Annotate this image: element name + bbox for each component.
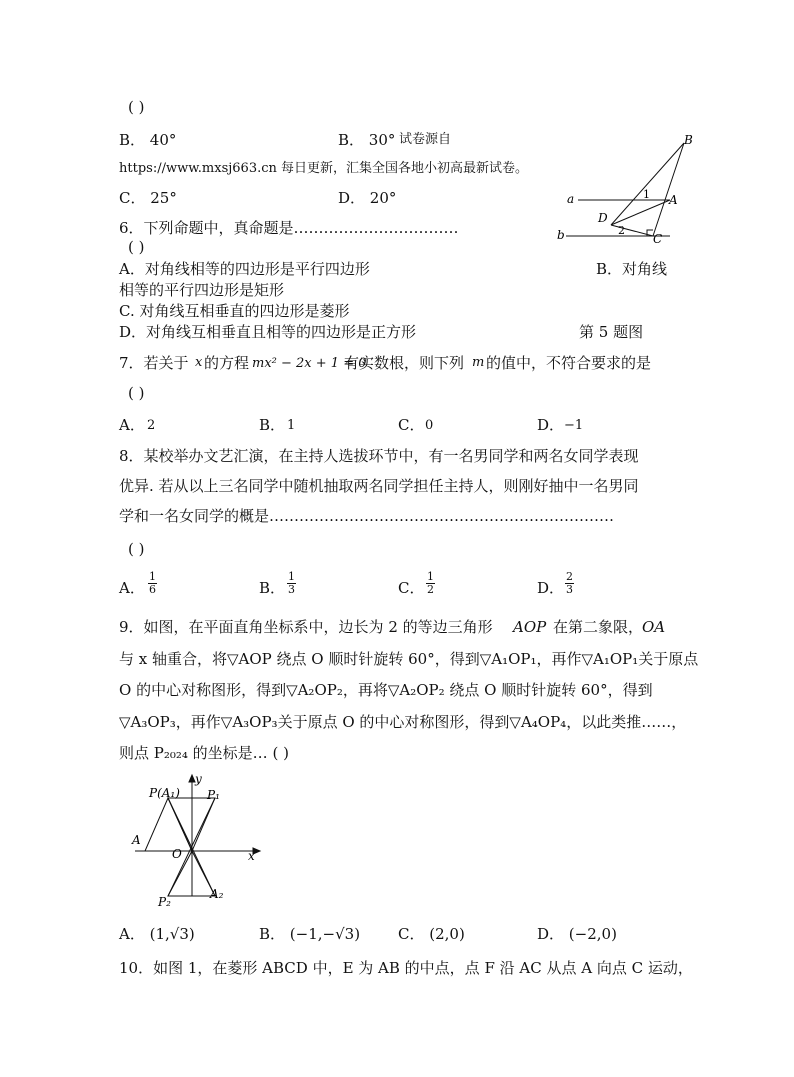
q9-line-1c: 在第二象限，: [553, 618, 644, 636]
q7-stem-b: 的方程: [204, 354, 250, 372]
label-O: O: [172, 847, 182, 861]
q6-option-d: D．对角线互相垂直且相等的四边形是正方形: [119, 323, 417, 341]
fraction-denominator: 2: [427, 583, 434, 596]
q7-stem-d: 的值中，不符合要求的是: [486, 354, 652, 372]
q9-option-a: A． (1,√3): [119, 925, 195, 943]
label-A: A: [132, 833, 141, 847]
label-P2: P₂: [158, 895, 171, 908]
q5-option-c: C． 25°: [119, 189, 177, 207]
label-x: x: [248, 849, 255, 863]
q8-answer-paren: ( ): [128, 540, 145, 558]
q5-option-d: D． 20°: [338, 189, 397, 207]
q7-stem-c: 有实数根，则下列: [344, 354, 465, 372]
q8-option-a-label: A．: [119, 579, 145, 597]
q7-option-a-label: A．: [119, 416, 145, 434]
q8-line-3: 学和一名女同学的概是……………………………………………………………: [119, 507, 615, 525]
q10-line-1: 10．如图 1，在菱形 ABCD 中，E 为 AB 的中点，点 F 沿 AC 从点 A 向点 C 运动，: [119, 959, 693, 977]
label-A2: A₂: [210, 887, 224, 901]
fraction-denominator: 3: [288, 583, 295, 596]
q8-option-b-fraction: [287, 571, 296, 596]
q7-var-m: m: [472, 355, 485, 370]
q7-option-c-label: C．: [398, 416, 425, 434]
q9-option-c: C． (2,0): [398, 925, 465, 943]
q7-var-x: x: [195, 355, 203, 370]
q7-option-d-label: D．: [537, 416, 565, 434]
q7-option-a-value: 2: [147, 418, 156, 433]
q9-line-4: ▽A₃OP₃，再作▽A₃OP₃关于原点 O 的中心对称图形，得到▽A₄OP₄，以此类推……，: [119, 713, 687, 731]
q5-figure: [550, 130, 700, 250]
q7-equation: mx² − 2x + 1 = 0: [252, 356, 367, 371]
q5-option-b: B． 30°: [338, 131, 396, 149]
q8-line-1: 8．某校举办文艺汇演，在主持人选拔环节中，有一名男同学和两名女同学表现: [119, 447, 639, 465]
q6-option-b-head: B．对角线: [596, 260, 668, 278]
triangle-AOP: [145, 798, 192, 851]
q9-option-d: D． (−2,0): [537, 925, 617, 943]
q5-option-a: B． 40°: [119, 131, 177, 149]
segment-bc: [653, 143, 684, 236]
q9-option-b: B． (−1,−√3): [259, 925, 361, 943]
fraction-numerator: 1: [149, 570, 156, 583]
segment-bd: [611, 143, 684, 225]
fraction-numerator: 1: [427, 570, 434, 583]
label-B: B: [684, 133, 693, 147]
q9-line-5: 则点 P₂₀₂₄ 的坐标是… ( ): [119, 744, 289, 762]
label-D: D: [598, 211, 608, 225]
q9-line-1d: OA: [642, 618, 666, 636]
q9-line-2: 与 x 轴重合，将▽AOP 绕点 O 顺时针旋转 60°，得到▽A₁OP₁，再作▽A₁OP₁关于原点: [119, 650, 699, 668]
q8-option-d-label: D．: [537, 579, 565, 597]
fraction-denominator: 3: [566, 583, 573, 596]
q7-option-b-value: 1: [287, 418, 296, 433]
label-b: b: [557, 228, 565, 242]
q9-line-1a: 9．如图，在平面直角坐标系中，边长为 2 的等边三角形: [119, 618, 493, 636]
q6-option-c: C. 对角线互相垂直的四边形是菱形: [119, 302, 350, 320]
q9-line-1b: AOP: [513, 618, 547, 636]
label-y: y: [195, 772, 202, 786]
label-a: a: [567, 192, 575, 206]
q5-answer-paren: ( ): [128, 98, 145, 116]
q9-line-3: O 的中心对称图形，得到▽A₂OP₂，再将▽A₂OP₂ 绕点 O 顺时针旋转 60°，得到: [119, 681, 653, 699]
q8-line-2: 优异. 若从以上三名同学中随机抽取两名同学担任主持人，则刚好抽中一名男同: [119, 477, 639, 495]
fraction-numerator: 1: [288, 570, 295, 583]
q7-option-d-value: −1: [564, 418, 584, 433]
q8-option-a-fraction: [148, 571, 157, 596]
label-P-A1: P(A₁): [149, 786, 180, 800]
q6-option-b-tail: 相等的平行四边形是矩形: [119, 281, 285, 299]
q5-source-url-line: https://www.mxsj663.cn 每日更新，汇集全国各地小初高最新试卷。: [119, 161, 529, 176]
q6-answer-paren: ( ): [128, 238, 145, 256]
q8-option-b-label: B．: [259, 579, 286, 597]
q6-stem: 6．下列命题中，真命题是……………………………: [119, 219, 459, 237]
label-angle-2: 2: [618, 224, 625, 237]
q8-option-c-fraction: [426, 571, 435, 596]
q5-figure-caption: 第 5 题图: [579, 323, 644, 341]
q8-option-c-label: C．: [398, 579, 425, 597]
q7-option-b-label: B．: [259, 416, 286, 434]
q8-option-d-fraction: [565, 571, 574, 596]
fraction-denominator: 6: [149, 583, 156, 596]
label-A: A: [669, 193, 678, 207]
label-P1: P₁: [207, 788, 220, 802]
q7-option-c-value: 0: [425, 418, 434, 433]
q7-stem-a: 7．若关于: [119, 354, 189, 372]
q9-figure: [125, 768, 270, 908]
q7-answer-paren: ( ): [128, 384, 145, 402]
label-C: C: [653, 232, 663, 246]
label-angle-1: 1: [643, 188, 650, 201]
q6-option-a: A．对角线相等的四边形是平行四边形: [119, 260, 370, 278]
q5-source-note: 试卷源自: [399, 132, 452, 147]
fraction-numerator: 2: [566, 570, 573, 583]
